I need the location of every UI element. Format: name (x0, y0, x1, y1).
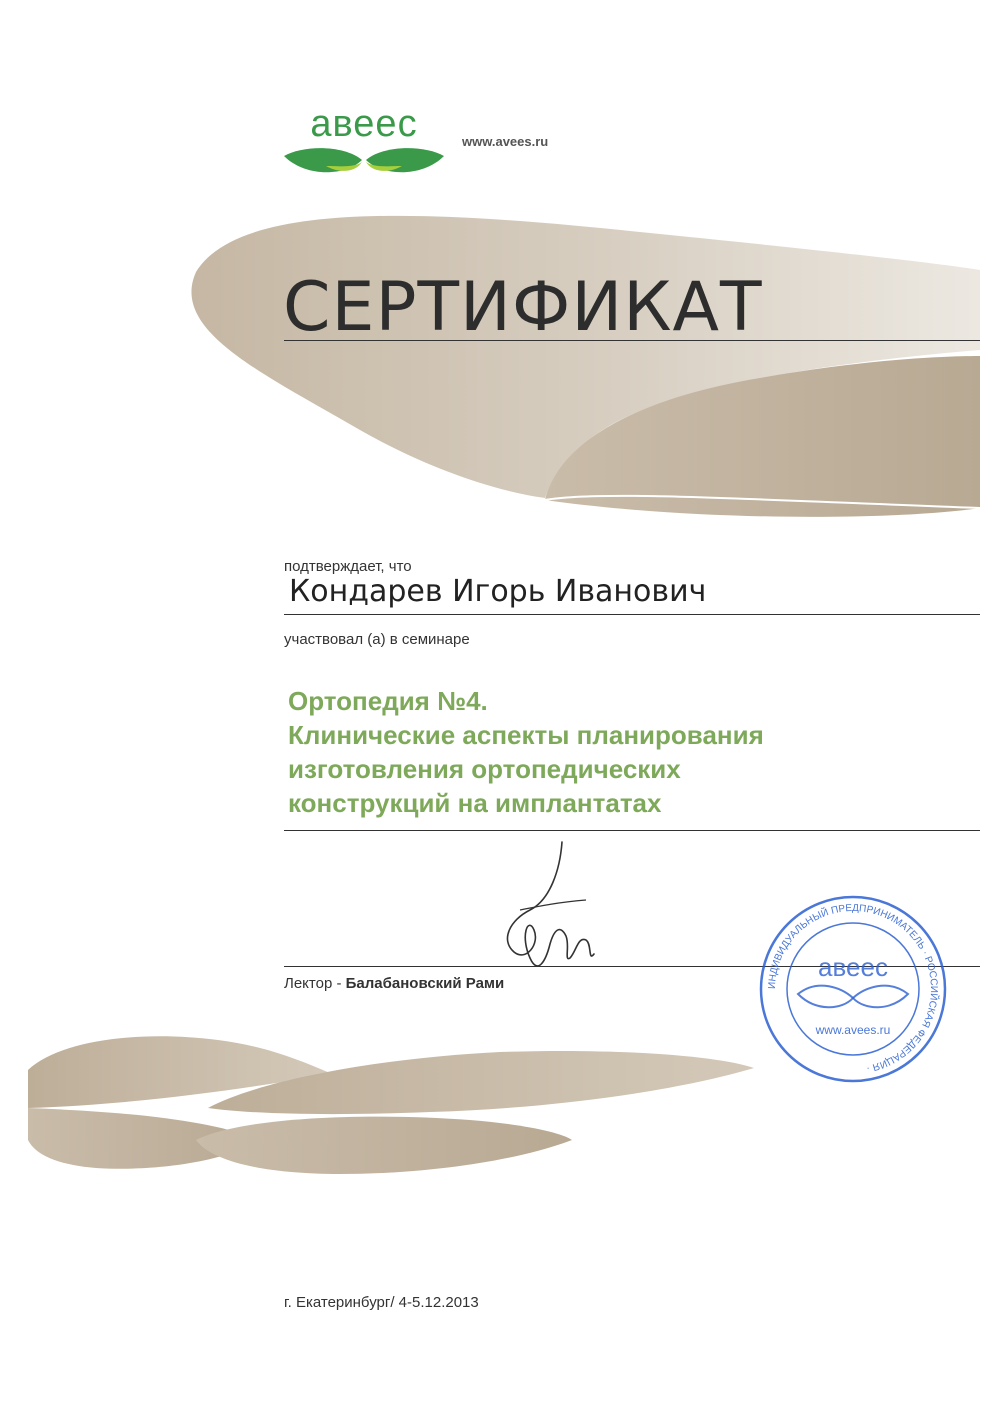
recipient-name: Кондарев Игорь Иванович (289, 574, 707, 609)
title-underline (284, 340, 980, 341)
seminar-line: Ортопедия №4. (288, 686, 488, 716)
confirms-text: подтверждает, что (284, 558, 412, 575)
lecturer-name: Балабановский Рами (345, 975, 505, 992)
lecturer-signature (490, 840, 600, 990)
seminar-line: изготовления ортопедических (288, 754, 681, 784)
seminar-line: конструкций на имплантатах (288, 788, 662, 818)
organization-stamp (758, 894, 948, 1084)
certificate-title: СЕРТИФИКАТ (283, 268, 763, 347)
seminar-title (288, 684, 764, 820)
logo-wordmark: авеес (310, 103, 418, 145)
seminar-underline (284, 830, 980, 831)
place-and-date: г. Екатеринбург/ 4-5.12.2013 (284, 1294, 479, 1311)
stamp-ring-text: ИНДИВИДУАЛЬНЫЙ ПРЕДПРИНИМАТЕЛЬ · РОССИЙСКАЯ ФЕДЕРАЦИЯ · (766, 902, 940, 1074)
lecturer-line (284, 975, 504, 992)
name-underline (284, 614, 980, 615)
stamp-center-text: авеес (818, 952, 888, 982)
website-url: www.avees.ru (462, 134, 549, 149)
participated-text: участвовал (а) в семинаре (284, 631, 470, 648)
lecturer-label: Лектор - (284, 975, 346, 992)
stamp-url: www.avees.ru (815, 1023, 891, 1037)
svg-text:ИНДИВИДУАЛЬНЫЙ ПРЕДПРИНИМАТЕЛЬ (767, 903, 941, 1074)
seminar-line: Клинические аспекты планирования (288, 720, 764, 750)
